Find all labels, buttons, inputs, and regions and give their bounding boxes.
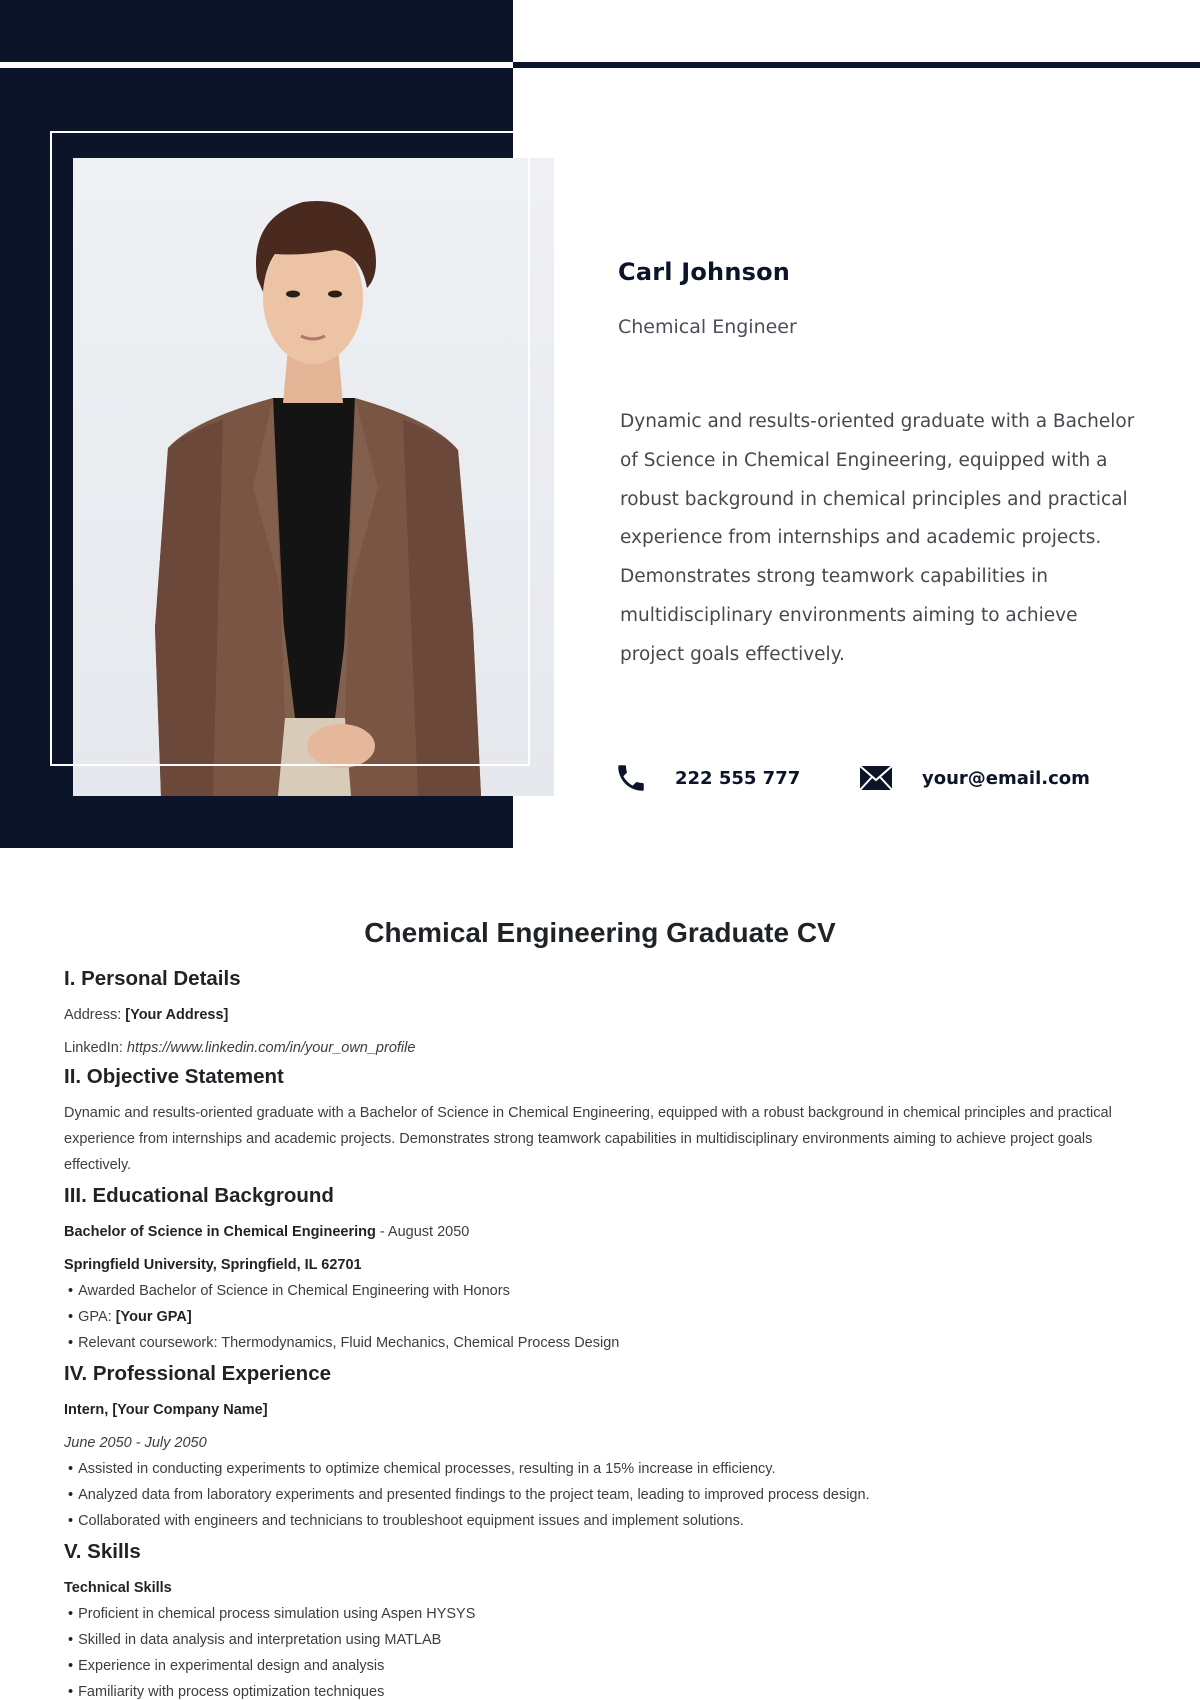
envelope-icon [858, 760, 894, 796]
linkedin-line [64, 1037, 1144, 1059]
position-dates: June 2050 - July 2050 [64, 1435, 207, 1451]
section-heading: IV. Professional Experience [64, 1362, 332, 1385]
section-heading: I. Personal Details [64, 967, 241, 990]
objective-section [64, 1061, 1144, 1178]
list-item: • Skilled in data analysis and interpretation using MATLAB [64, 1627, 1144, 1653]
gpa-label: GPA: [78, 1309, 116, 1325]
personal-details-section [64, 963, 1144, 1059]
position-line [64, 1399, 1144, 1421]
list-item: • Assisted in conducting experiments to optimize chemical processes, resulting in a 15% increase in efficiency. [64, 1456, 1144, 1482]
section-heading: V. Skills [64, 1540, 141, 1563]
phone-icon [613, 760, 649, 796]
education-list [64, 1278, 1144, 1356]
email-address[interactable]: your@email.com [922, 767, 1090, 789]
list-item: • Proficient in chemical process simulation using Aspen HYSYS [64, 1601, 1144, 1627]
header-summary: Dynamic and results-oriented graduate with a Bachelor of Science in Chemical Engineering, equipped with a robust background in chemical principles and practical experience from internships and academic projects. Demonstrates strong teamwork capabilities in multidisciplinary environments aiming to achieve project goals effectively. [620, 411, 1135, 665]
contact-phone [613, 758, 800, 798]
school-name: Springfield University, Springfield, IL 62701 [64, 1257, 362, 1273]
candidate-name: Carl Johnson [618, 258, 791, 286]
skills-subheading-line [64, 1577, 1144, 1599]
phone-number[interactable]: 222 555 777 [675, 767, 801, 789]
skills-list [64, 1601, 1144, 1700]
address-value: [Your Address] [125, 1007, 229, 1023]
degree-date: - August 2050 [375, 1224, 470, 1240]
list-item: • Collaborated with engineers and technicians to troubleshoot equipment issues and implement solutions. [64, 1508, 1144, 1534]
cv-title: Chemical Engineering Graduate CV [364, 917, 836, 948]
position-dates-line [64, 1432, 1144, 1454]
skills-subheading: Technical Skills [64, 1580, 172, 1596]
contact-email [858, 758, 1090, 798]
address-label: Address: [64, 1007, 122, 1023]
list-item: • Awarded Bachelor of Science in Chemical Engineering with Honors [64, 1278, 1144, 1304]
degree-line [64, 1221, 1144, 1243]
list-item [64, 1304, 1144, 1330]
list-item: • Experience in experimental design and analysis [64, 1653, 1144, 1679]
linkedin-label: LinkedIn: [64, 1040, 123, 1056]
experience-section [64, 1358, 1144, 1534]
skills-section [64, 1536, 1144, 1700]
gpa-value: [Your GPA] [115, 1309, 192, 1325]
education-section [64, 1180, 1144, 1356]
degree-name: Bachelor of Science in Chemical Engineering [64, 1224, 376, 1240]
position-title: Intern, [Your Company Name] [64, 1402, 268, 1418]
header-top-rule [513, 62, 1200, 68]
section-heading: III. Educational Background [64, 1184, 334, 1207]
linkedin-link[interactable]: https://www.linkedin.com/in/your_own_profile [126, 1040, 416, 1056]
school-line [64, 1254, 1144, 1276]
cv-body [64, 963, 1144, 1700]
list-item: • Familiarity with process optimization techniques [64, 1679, 1144, 1700]
candidate-role: Chemical Engineer [618, 316, 797, 338]
list-item: • Analyzed data from laboratory experiments and presented findings to the project team, leading to improved process design. [64, 1482, 1144, 1508]
list-item: • Relevant coursework: Thermodynamics, Fluid Mechanics, Chemical Process Design [64, 1330, 1144, 1356]
objective-text: Dynamic and results-oriented graduate with a Bachelor of Science in Chemical Engineering, equipped with a robust background in chemical principles and practical experience from internships and academic projects. Demonstrates strong teamwork capabilities in multidisciplinary environments aiming to achieve project goals effectively. [64, 1105, 1112, 1173]
experience-list [64, 1456, 1144, 1534]
address-line [64, 1004, 1144, 1026]
profile-photo [73, 158, 554, 796]
section-heading: II. Objective Statement [64, 1065, 284, 1088]
header-navy-band [0, 0, 513, 62]
